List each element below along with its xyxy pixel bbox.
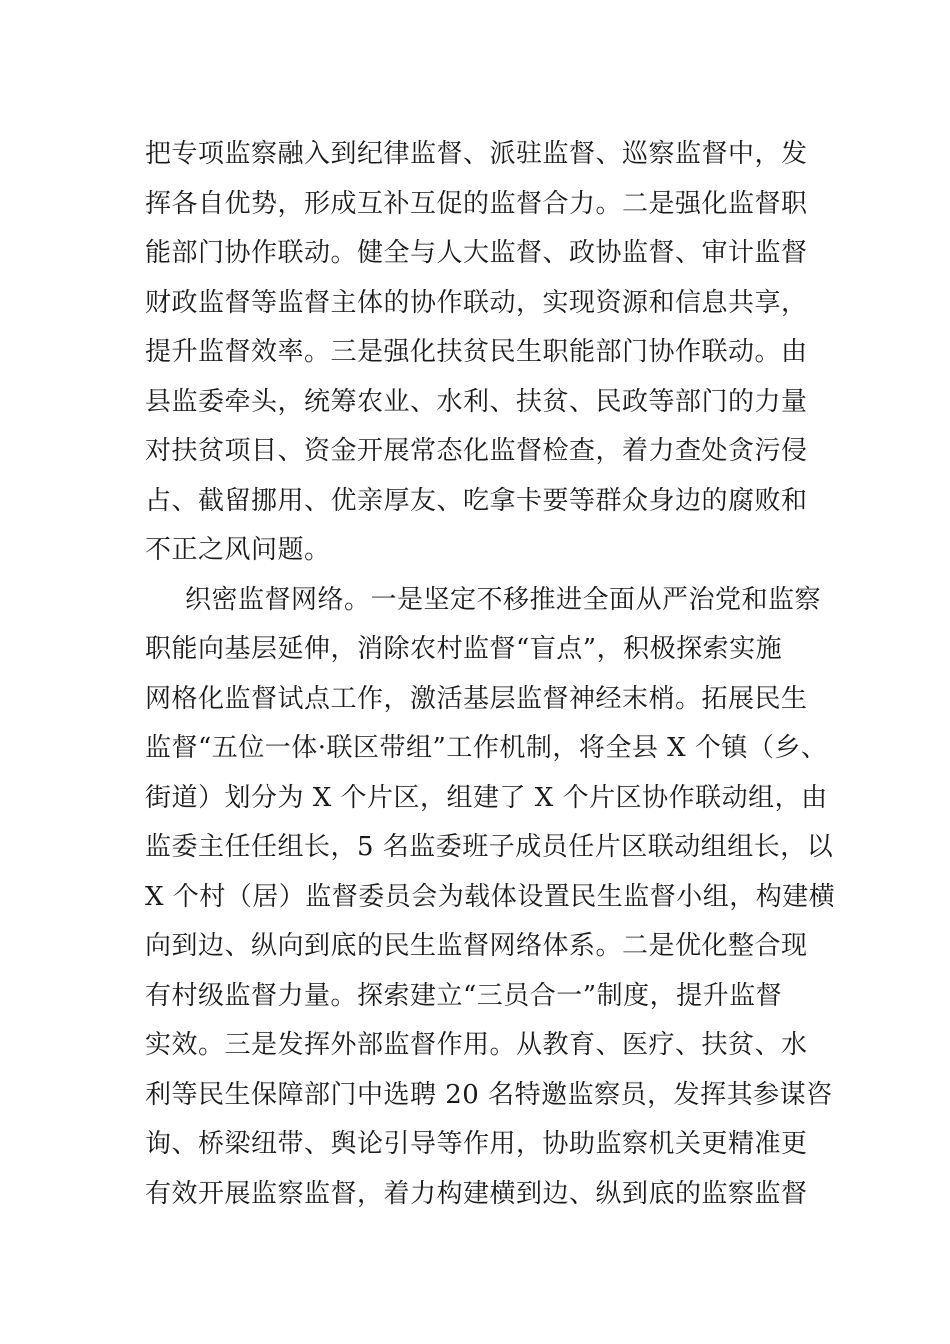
text-line: 监委主任任组长，5 名监委班子成员任片区联动组组长，以	[145, 832, 834, 862]
text-line: 财政监督等监督主体的协作联动，实现资源和信息共享，	[145, 287, 808, 318]
text-line: 网格化监督试点工作，激活基层监督神经末梢。拓展民生	[145, 683, 808, 714]
text-line: 对扶贫项目、资金开展常态化监督检查，着力查处贪污侵	[145, 436, 808, 466]
text-line: 向到边、纵向到底的民生监督网络体系。二是优化整合现	[145, 931, 808, 961]
text-line: 有村级监督力量。探索建立“三员合一”制度，提升监督	[145, 980, 783, 1011]
text-line: X 个村（居）监督委员会为载体设置民生监督小组，构建横	[145, 881, 836, 912]
text-line: 不正之风问题。	[145, 535, 331, 565]
text-line: 监督“五位一体·联区带组”工作机制，将全县 X 个镇（乡、	[145, 733, 828, 763]
text-line: 实效。三是发挥外部监督作用。从教育、医疗、扶贫、水	[145, 1030, 808, 1060]
text-line: 织密监督网络。一是坚定不移推进全面从严治党和监察	[185, 584, 822, 615]
text-line: 街道）划分为 X 个片区，组建了 X 个片区协作联动组，由	[145, 782, 828, 813]
text-line: 利等民生保障部门中选聘 20 名特邀监察员，发挥其参谋咨	[145, 1079, 833, 1110]
paragraph-1	[145, 130, 815, 576]
text-line: 占、截留挪用、优亲厚友、吃拿卡要等群众身边的腐败和	[145, 485, 808, 516]
text-line: 县监委牵头，统筹农业、水利、扶贫、民政等部门的力量	[145, 386, 808, 417]
text-line: 职能向基层延伸，消除农村监督“盲点”，积极探索实施	[145, 634, 783, 664]
text-line: 挥各自优势，形成互补互促的监督合力。二是强化监督职	[145, 188, 808, 219]
text-line: 询、桥梁纽带、舆论引导等作用，协助监察机关更精准更	[145, 1129, 808, 1159]
text-line: 有效开展监察监督，着力构建横到边、纵到底的监察监督	[145, 1178, 808, 1209]
paragraph-2	[145, 576, 836, 1220]
text-line: 能部门协作联动。健全与人大监督、政协监督、审计监督	[145, 238, 808, 268]
text-line: 把专项监察融入到纪律监督、派驻监督、巡察监督中，发	[145, 139, 808, 169]
text-line: 提升监督效率。三是强化扶贫民生职能部门协作联动。由	[145, 337, 808, 367]
body-text	[145, 130, 836, 1219]
